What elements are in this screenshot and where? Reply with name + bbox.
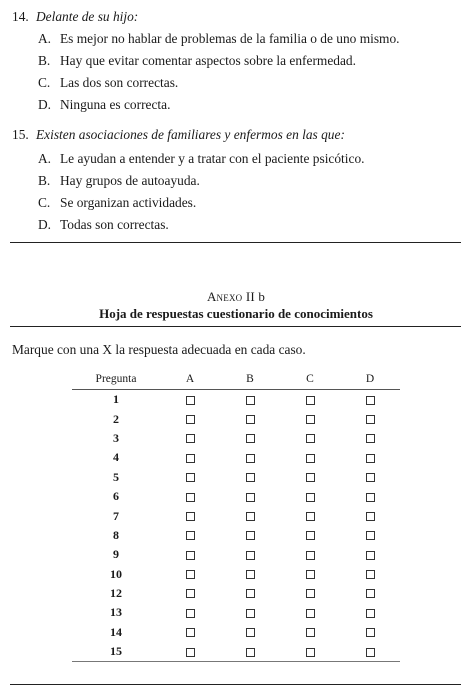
- question-number-cell: 1: [113, 392, 119, 407]
- table-row: [72, 623, 400, 642]
- answer-cell-b: [220, 526, 280, 545]
- answer-checkbox-a[interactable]: [186, 648, 195, 657]
- answer-table-body: [72, 390, 400, 662]
- answer-checkbox-b[interactable]: [246, 551, 255, 560]
- answer-cell-d: [340, 448, 400, 467]
- answer-checkbox-a[interactable]: [186, 512, 195, 521]
- answer-cell-a: [160, 448, 220, 467]
- answer-cell-d: [340, 487, 400, 506]
- answer-checkbox-a[interactable]: [186, 473, 195, 482]
- column-header-c: C: [306, 373, 314, 385]
- table-row: [72, 584, 400, 603]
- answer-cell-d: [340, 565, 400, 584]
- answer-cell-b: [220, 468, 280, 487]
- answer-checkbox-d[interactable]: [366, 415, 375, 424]
- answer-checkbox-a[interactable]: [186, 570, 195, 579]
- answer-checkbox-b[interactable]: [246, 628, 255, 637]
- section-divider: [10, 242, 461, 243]
- answer-cell-c: [280, 642, 340, 662]
- answer-checkbox-c[interactable]: [306, 570, 315, 579]
- answer-checkbox-a[interactable]: [186, 589, 195, 598]
- answer-cell-a: [160, 409, 220, 428]
- option-text: Hay grupos de autoayuda.: [60, 173, 200, 188]
- question-14-option-a: [38, 32, 400, 45]
- question-number-cell: 15: [110, 644, 122, 659]
- answer-cell-d: [340, 390, 400, 410]
- table-row: [72, 448, 400, 467]
- answer-cell-c: [280, 487, 340, 506]
- answer-cell-c: [280, 409, 340, 428]
- answer-cell-a: [160, 565, 220, 584]
- option-letter: A.: [38, 151, 52, 166]
- option-letter: A.: [38, 31, 52, 46]
- answer-checkbox-a[interactable]: [186, 531, 195, 540]
- table-row: [72, 487, 400, 506]
- question-stem: Delante de su hijo:: [36, 9, 139, 24]
- answer-checkbox-d[interactable]: [366, 473, 375, 482]
- answer-cell-b: [220, 390, 280, 410]
- answer-checkbox-b[interactable]: [246, 589, 255, 598]
- answer-table: [72, 369, 400, 662]
- answer-cell-b: [220, 506, 280, 525]
- answer-checkbox-a[interactable]: [186, 609, 195, 618]
- option-letter: D.: [38, 97, 52, 112]
- answer-checkbox-d[interactable]: [366, 531, 375, 540]
- table-row: [72, 468, 400, 487]
- column-header-pregunta: Pregunta: [95, 373, 137, 385]
- question-number-cell: 3: [113, 430, 119, 445]
- question-number-cell: 5: [113, 469, 119, 484]
- answer-cell-b: [220, 409, 280, 428]
- answer-cell-a: [160, 623, 220, 642]
- question-number-cell: 13: [110, 605, 122, 620]
- answer-cell-d: [340, 603, 400, 622]
- answer-checkbox-b[interactable]: [246, 434, 255, 443]
- answer-cell-c: [280, 506, 340, 525]
- answer-checkbox-a[interactable]: [186, 396, 195, 405]
- answer-checkbox-b[interactable]: [246, 454, 255, 463]
- answer-cell-a: [160, 603, 220, 622]
- answer-cell-c: [280, 623, 340, 642]
- option-text: Las dos son correctas.: [60, 75, 179, 90]
- answer-checkbox-d[interactable]: [366, 551, 375, 560]
- question-14-option-d: [38, 98, 170, 111]
- answer-checkbox-d[interactable]: [366, 454, 375, 463]
- answer-checkbox-b[interactable]: [246, 648, 255, 657]
- table-row: [72, 390, 400, 410]
- answer-checkbox-a[interactable]: [186, 551, 195, 560]
- answer-checkbox-a[interactable]: [186, 628, 195, 637]
- answer-cell-a: [160, 487, 220, 506]
- answer-checkbox-a[interactable]: [186, 493, 195, 502]
- question-14-option-b: [38, 54, 356, 67]
- question-number: 15.: [12, 127, 29, 142]
- table-row: [72, 409, 400, 428]
- answer-cell-a: [160, 642, 220, 662]
- column-header-a: A: [185, 373, 195, 385]
- answer-cell-c: [280, 526, 340, 545]
- table-row: [72, 603, 400, 622]
- answer-checkbox-c[interactable]: [306, 628, 315, 637]
- answer-cell-c: [280, 448, 340, 467]
- answer-cell-d: [340, 526, 400, 545]
- option-letter: D.: [38, 217, 52, 232]
- answer-checkbox-a[interactable]: [186, 415, 195, 424]
- answer-cell-a: [160, 468, 220, 487]
- answer-checkbox-c[interactable]: [306, 589, 315, 598]
- table-row: [72, 642, 400, 662]
- answer-checkbox-b[interactable]: [246, 493, 255, 502]
- answer-cell-c: [280, 429, 340, 448]
- answer-checkbox-c[interactable]: [306, 415, 315, 424]
- question-number-cell: 10: [110, 566, 122, 581]
- answer-cell-d: [340, 545, 400, 564]
- answer-cell-c: [280, 584, 340, 603]
- option-letter: C.: [38, 195, 51, 210]
- answer-checkbox-a[interactable]: [186, 454, 195, 463]
- option-text: Le ayudan a entender y a tratar con el paciente psicótico.: [60, 151, 365, 166]
- answer-checkbox-b[interactable]: [246, 570, 255, 579]
- answer-checkbox-b[interactable]: [246, 531, 255, 540]
- answer-cell-a: [160, 390, 220, 410]
- answer-checkbox-d[interactable]: [366, 648, 375, 657]
- answer-cell-d: [340, 429, 400, 448]
- question-number-cell: 2: [113, 411, 119, 426]
- answer-checkbox-b[interactable]: [246, 609, 255, 618]
- table-row: [72, 565, 400, 584]
- answer-cell-c: [280, 603, 340, 622]
- answer-checkbox-c[interactable]: [306, 512, 315, 521]
- answer-cell-b: [220, 448, 280, 467]
- answer-cell-d: [340, 623, 400, 642]
- column-header-b: B: [246, 373, 254, 385]
- answer-cell-a: [160, 584, 220, 603]
- answer-checkbox-d[interactable]: [366, 570, 375, 579]
- annex-label: [0, 289, 472, 305]
- column-header-d: D: [365, 373, 375, 385]
- bottom-divider: [10, 684, 461, 685]
- answer-cell-a: [160, 545, 220, 564]
- question-15-option-b: [38, 174, 200, 187]
- option-text: Se organizan actividades.: [60, 195, 197, 210]
- answer-cell-b: [220, 642, 280, 662]
- answer-checkbox-c[interactable]: [306, 648, 315, 657]
- question-number-cell: 12: [110, 586, 122, 601]
- answer-checkbox-b[interactable]: [246, 396, 255, 405]
- table-row: [72, 506, 400, 525]
- answer-checkbox-d[interactable]: [366, 512, 375, 521]
- option-letter: C.: [38, 75, 51, 90]
- answer-checkbox-c[interactable]: [306, 531, 315, 540]
- table-row: [72, 526, 400, 545]
- answer-cell-d: [340, 468, 400, 487]
- answer-table-header: [72, 369, 400, 390]
- answer-checkbox-d[interactable]: [366, 628, 375, 637]
- annex-number: II b: [245, 289, 266, 304]
- answer-cell-d: [340, 506, 400, 525]
- answer-cell-a: [160, 506, 220, 525]
- answer-cell-b: [220, 565, 280, 584]
- question-number: 14.: [12, 9, 29, 24]
- annex-word: Anexo: [206, 289, 243, 304]
- answer-cell-c: [280, 390, 340, 410]
- answer-cell-a: [160, 526, 220, 545]
- answer-checkbox-d[interactable]: [366, 589, 375, 598]
- question-number-cell: 6: [113, 489, 119, 504]
- option-text: Ninguna es correcta.: [60, 97, 171, 112]
- answer-checkbox-d[interactable]: [366, 493, 375, 502]
- question-15-option-d: [38, 218, 169, 231]
- answer-checkbox-c[interactable]: [306, 473, 315, 482]
- question-number-cell: 9: [113, 547, 119, 562]
- answer-cell-a: [160, 429, 220, 448]
- option-text: Hay que evitar comentar aspectos sobre la enfermedad.: [60, 53, 356, 68]
- table-row: [72, 545, 400, 564]
- table-row: [72, 429, 400, 448]
- answer-checkbox-c[interactable]: [306, 551, 315, 560]
- answer-cell-d: [340, 409, 400, 428]
- question-15-option-c: [38, 196, 196, 209]
- answer-cell-b: [220, 584, 280, 603]
- question-number-cell: 4: [113, 450, 119, 465]
- answer-cell-d: [340, 584, 400, 603]
- option-text: Es mejor no hablar de problemas de la familia o de uno mismo.: [60, 31, 400, 46]
- answer-checkbox-d[interactable]: [366, 396, 375, 405]
- answer-checkbox-c[interactable]: [306, 609, 315, 618]
- question-number-cell: 8: [113, 527, 119, 542]
- instruction-text: Marque con una X la respuesta adecuada en cada caso.: [12, 342, 306, 357]
- title-divider: [10, 326, 461, 327]
- answer-cell-b: [220, 545, 280, 564]
- question-number-cell: 7: [113, 508, 119, 523]
- answer-checkbox-d[interactable]: [366, 434, 375, 443]
- question-number-cell: 14: [110, 624, 122, 639]
- answer-checkbox-b[interactable]: [246, 512, 255, 521]
- answer-cell-c: [280, 545, 340, 564]
- answer-cell-b: [220, 429, 280, 448]
- answer-checkbox-c[interactable]: [306, 493, 315, 502]
- option-letter: B.: [38, 53, 51, 68]
- answer-cell-d: [340, 642, 400, 662]
- question-14: [12, 10, 138, 23]
- question-15-option-a: [38, 152, 365, 165]
- answer-cell-b: [220, 603, 280, 622]
- answer-checkbox-b[interactable]: [246, 415, 255, 424]
- answer-checkbox-c[interactable]: [306, 454, 315, 463]
- question-stem: Existen asociaciones de familiares y enfermos en las que:: [36, 127, 345, 142]
- question-15: [12, 128, 345, 141]
- answer-cell-c: [280, 565, 340, 584]
- answer-checkbox-d[interactable]: [366, 609, 375, 618]
- answer-checkbox-c[interactable]: [306, 396, 315, 405]
- answer-cell-c: [280, 468, 340, 487]
- question-14-option-c: [38, 76, 178, 89]
- answer-cell-b: [220, 623, 280, 642]
- annex-title: Hoja de respuestas cuestionario de conocimientos: [99, 306, 373, 321]
- option-text: Todas son correctas.: [60, 217, 169, 232]
- option-letter: B.: [38, 173, 51, 188]
- answer-checkbox-b[interactable]: [246, 473, 255, 482]
- answer-checkbox-c[interactable]: [306, 434, 315, 443]
- answer-cell-b: [220, 487, 280, 506]
- answer-checkbox-a[interactable]: [186, 434, 195, 443]
